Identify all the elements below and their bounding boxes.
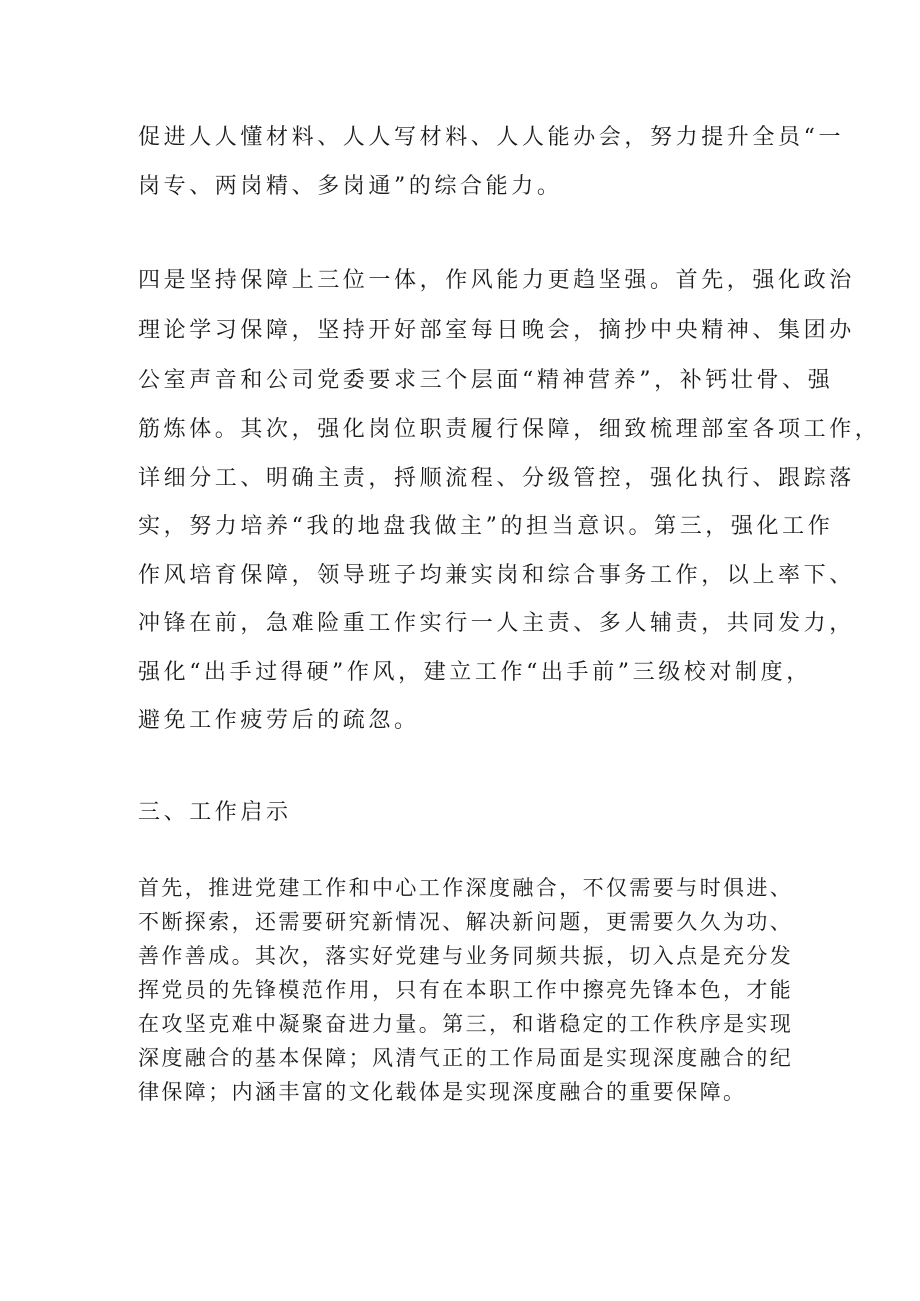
text-line: 善作善成。其次，落实好党建与业务同频共振，切入点是充分发 bbox=[138, 944, 794, 968]
text-line: 律保障；内涵丰富的文化载体是实现深度融合的重要保障。 bbox=[138, 1080, 747, 1104]
text-line: 避免工作疲劳后的疏忽。 bbox=[138, 708, 420, 733]
text-line: 公室声音和公司党委要求三个层面“精神营养”，补钙壮骨、强 bbox=[138, 368, 834, 393]
text-line: 四是坚持保障上三位一体，作风能力更趋坚强。首先，强化政治 bbox=[138, 268, 855, 293]
text-line: 筋炼体。其次，强化岗位职责履行保障，细致梳理部室各项工作， bbox=[138, 417, 881, 442]
text-line: 在攻坚克难中凝聚奋进力量。第三，和谐稳定的工作秩序是实现 bbox=[138, 1012, 794, 1036]
text-line: 实，努力培养“我的地盘我做主”的担当意识。第三，强化工作 bbox=[138, 514, 834, 539]
text-line: 详细分工、明确主责，捋顺流程、分级管控，强化执行、跟踪落 bbox=[138, 466, 855, 491]
text-line: 理论学习保障，坚持开好部室每日晚会，摘抄中央精神、集团办 bbox=[138, 318, 855, 343]
text-line: 首先，推进党建工作和中心工作深度融合，不仅需要与时俱进、 bbox=[138, 876, 794, 900]
text-line: 深度融合的基本保障；风清气正的工作局面是实现深度融合的纪 bbox=[138, 1046, 794, 1070]
text-line: 岗专、两岗精、多岗通”的综合能力。 bbox=[138, 174, 563, 199]
text-line: 作风培育保障，领导班子均兼实岗和综合事务工作，以上率下、 bbox=[138, 563, 855, 588]
text-line: 挥党员的先锋模范作用，只有在本职工作中擦亮先锋本色，才能 bbox=[138, 978, 794, 1002]
text-line: 强化“出手过得硬”作风，建立工作“出手前”三级校对制度， bbox=[138, 660, 812, 685]
text-line: 不断探索，还需要研究新情况、解决新问题，更需要久久为功、 bbox=[138, 910, 794, 934]
section-heading: 三、工作启示 bbox=[138, 800, 292, 825]
text-line: 促进人人懂材料、人人写材料、人人能办会，努力提升全员“一 bbox=[138, 125, 845, 150]
text-line: 冲锋在前，急难险重工作实行一人主责、多人辅责，共同发力， bbox=[138, 611, 855, 636]
